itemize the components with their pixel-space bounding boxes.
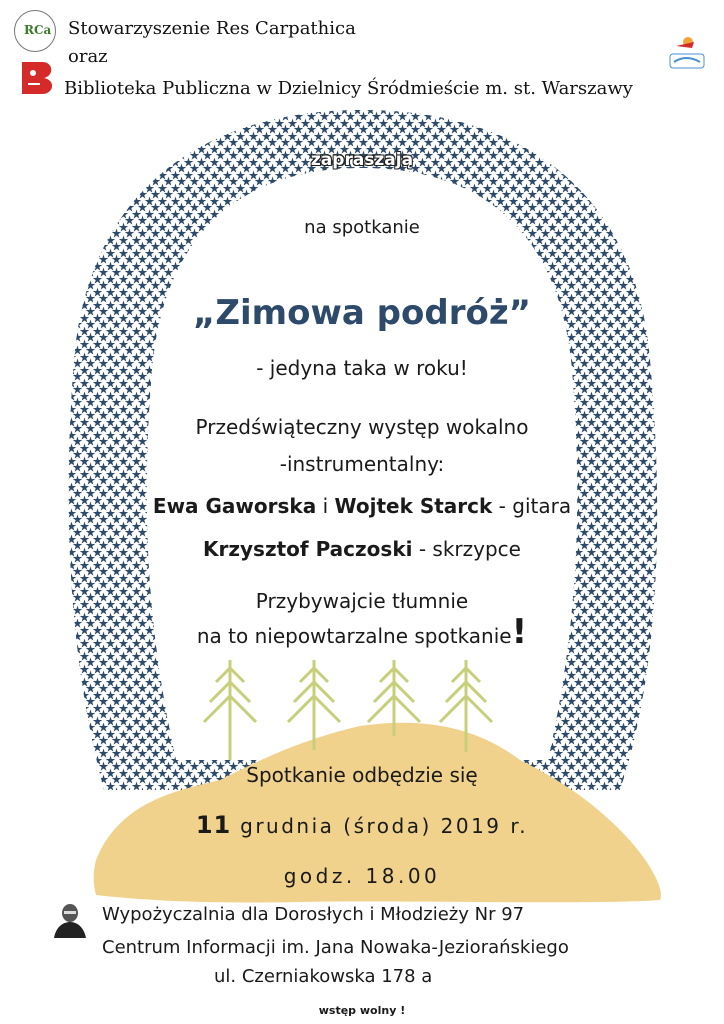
invitation-text: na to niepowtarzalne spotkanie [196, 624, 512, 648]
event-date [0, 811, 724, 839]
performers-line-2 [0, 537, 724, 561]
library-name: Biblioteka Publiczna w Dzielnicy Śródmieście m. st. Warszawy [64, 78, 633, 99]
venue-address: ul. Czerniakowska 178 a [214, 966, 433, 987]
performer-instrument: - skrzypce [418, 537, 521, 561]
srodmiescie-logo [664, 32, 708, 76]
patron-portrait [52, 900, 86, 938]
invitation-line-1: Przybywajcie tłumnie [255, 589, 469, 613]
event-date-rest: grudnia (środa) 2019 r. [240, 814, 529, 838]
description-line-1: Przedświąteczny występ wokalno [195, 415, 529, 439]
event-when-label: Spotkanie odbędzie się [246, 763, 478, 787]
performer-name: Ewa Gaworska [152, 494, 317, 518]
exclamation-mark: ! [511, 612, 528, 652]
performer-instrument: - gitara [498, 494, 572, 518]
event-title: „Zimowa podróż” [193, 293, 531, 333]
performer-conjunction: i [322, 494, 329, 518]
res-carpathica-logo-mark: RCa [24, 23, 52, 37]
event-date-day: 11 [195, 811, 232, 839]
res-carpathica-logo [14, 10, 56, 52]
description-line-2: -instrumentalny: [279, 452, 445, 476]
performers-line-1 [0, 494, 724, 518]
invitation-line-2 [0, 612, 724, 652]
event-tagline: - jedyna taka w roku! [256, 356, 468, 380]
event-subtitle: na spotkanie [304, 217, 420, 238]
invite-heading: zapraszają [310, 150, 414, 170]
event-hour: godz. 18.00 [283, 864, 441, 888]
venue-line-1: Wypożyczalnia dla Dorosłych i Młodzieży Nr 97 [102, 904, 525, 925]
library-logo [20, 60, 54, 96]
organizer-conjunction: oraz [68, 46, 108, 67]
performer-name: Krzysztof Paczoski [203, 537, 413, 561]
performer-name: Wojtek Starck [334, 494, 493, 518]
venue-line-2: Centrum Informacji im. Jana Nowaka-Jeziorańskiego [102, 937, 569, 958]
admission-note: wstęp wolny ! [318, 1004, 406, 1017]
organizer-name: Stowarzyszenie Res Carpathica [68, 18, 356, 39]
